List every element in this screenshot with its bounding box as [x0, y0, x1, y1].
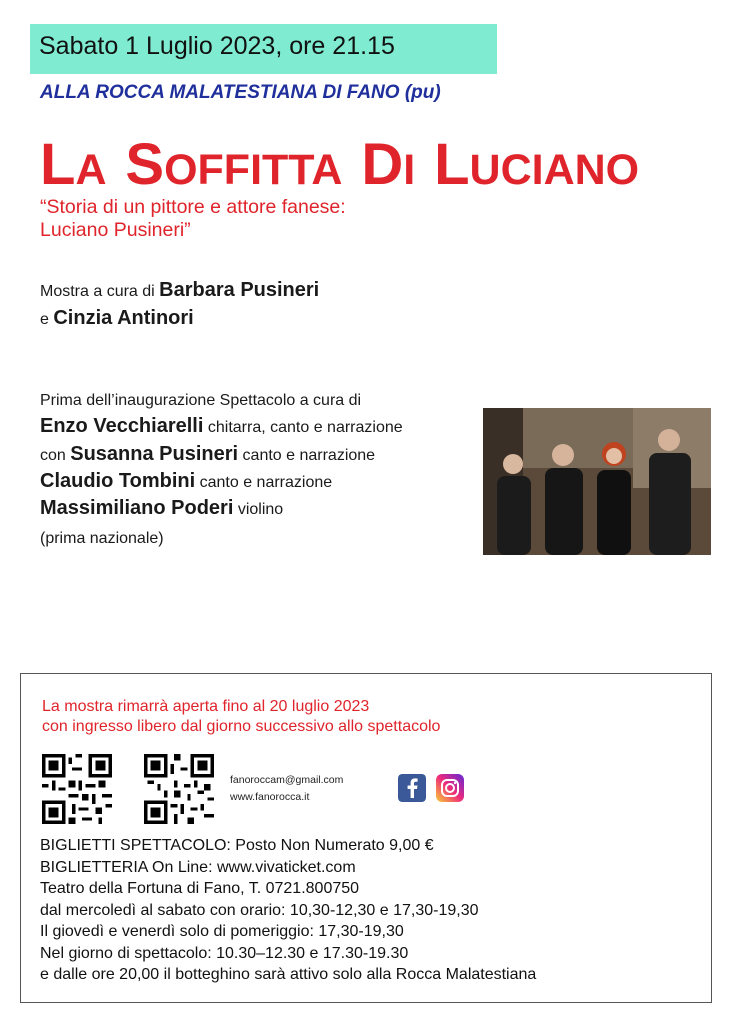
title-letters: A [75, 146, 107, 194]
curator-prefix: Mostra a cura di [40, 283, 155, 300]
performer-line-4 [40, 497, 283, 520]
premiere-note: (prima nazionale) [40, 530, 164, 547]
title-letters: UCIANO [469, 146, 640, 194]
ticket-line: BIGLIETTI SPETTACOLO: Posto Non Numerato 9,00 € [40, 837, 434, 854]
performer-role: canto e narrazione [242, 447, 376, 464]
curator-line-1 [40, 279, 319, 302]
curator-prefix: e [40, 311, 49, 328]
performer-name: Enzo Vecchiarelli [40, 415, 204, 437]
event-venue: ALLA ROCCA MALATESTIANA DI FANO (pu) [40, 82, 441, 103]
performer-role: violino [237, 501, 284, 518]
performer-line-2 [40, 443, 375, 466]
exhibition-notice [42, 697, 440, 737]
performer-role: canto e narrazione [199, 474, 333, 491]
title-letters: OFFITTA [164, 146, 343, 194]
contact-website[interactable]: www.fanorocca.it [230, 791, 310, 803]
performer-line-1 [40, 415, 403, 438]
title-letter: L [40, 132, 76, 197]
subtitle-line: “Storia di un pittore e attore fanese: [40, 196, 346, 218]
performer-name: Claudio Tombini [40, 470, 196, 492]
ticket-line: e dalle ore 20,00 il botteghino sarà attivo solo alla Rocca Malatestiana [40, 966, 537, 983]
show-intro: Prima dell’inaugurazione Spettacolo a cura di [40, 392, 362, 409]
performer-line-3 [40, 470, 332, 493]
contact-email[interactable]: fanoroccam@gmail.com [230, 774, 344, 786]
performer-name: Susanna Pusineri [70, 443, 239, 465]
ticket-line: BIGLIETTERIA On Line: www.vivaticket.com [40, 858, 356, 876]
exhibition-title [40, 132, 640, 197]
event-date: Sabato 1 Luglio 2023, ore 21.15 [39, 32, 395, 60]
title-letter: S [125, 132, 165, 197]
exhibition-subtitle [40, 196, 346, 242]
contacts [230, 772, 343, 806]
ticket-line: Il giovedì e venerdì solo di pomeriggio: 17,30-19,30 [40, 923, 404, 940]
title-letters: I [403, 146, 416, 194]
notice-line: La mostra rimarrà aperta fino al 20 luglio 2023 [42, 698, 370, 715]
curator-name: Barbara Pusineri [159, 279, 320, 301]
subtitle-line: Luciano Pusineri” [40, 219, 191, 241]
title-letter: D [361, 132, 404, 197]
qr-code-icon[interactable] [42, 754, 112, 824]
ticket-line: Teatro della Fortuna di Fano, T. 0721.800750 [40, 880, 360, 897]
performer-role: chitarra, canto e narrazione [207, 419, 403, 436]
title-letter: L [434, 132, 470, 197]
performers-photo [483, 408, 711, 555]
ticket-line: dal mercoledì al sabato con orario: 10,30-12,30 e 17,30-19,30 [40, 901, 479, 919]
qr-code-icon[interactable] [144, 754, 214, 824]
notice-line: con ingresso libero dal giorno successivo allo spettacolo [42, 718, 441, 735]
curator-name: Cinzia Antinori [53, 307, 194, 329]
instagram-icon[interactable] [436, 774, 464, 802]
ticket-line: Nel giorno di spettacolo: 10.30–12.30 e 17.30-19.30 [40, 944, 409, 962]
performer-name: Massimiliano Poderi [40, 497, 234, 519]
ticket-info [40, 835, 536, 986]
facebook-icon[interactable] [398, 774, 426, 802]
performer-prefix: con [40, 447, 66, 464]
curator-line-2 [40, 307, 194, 330]
